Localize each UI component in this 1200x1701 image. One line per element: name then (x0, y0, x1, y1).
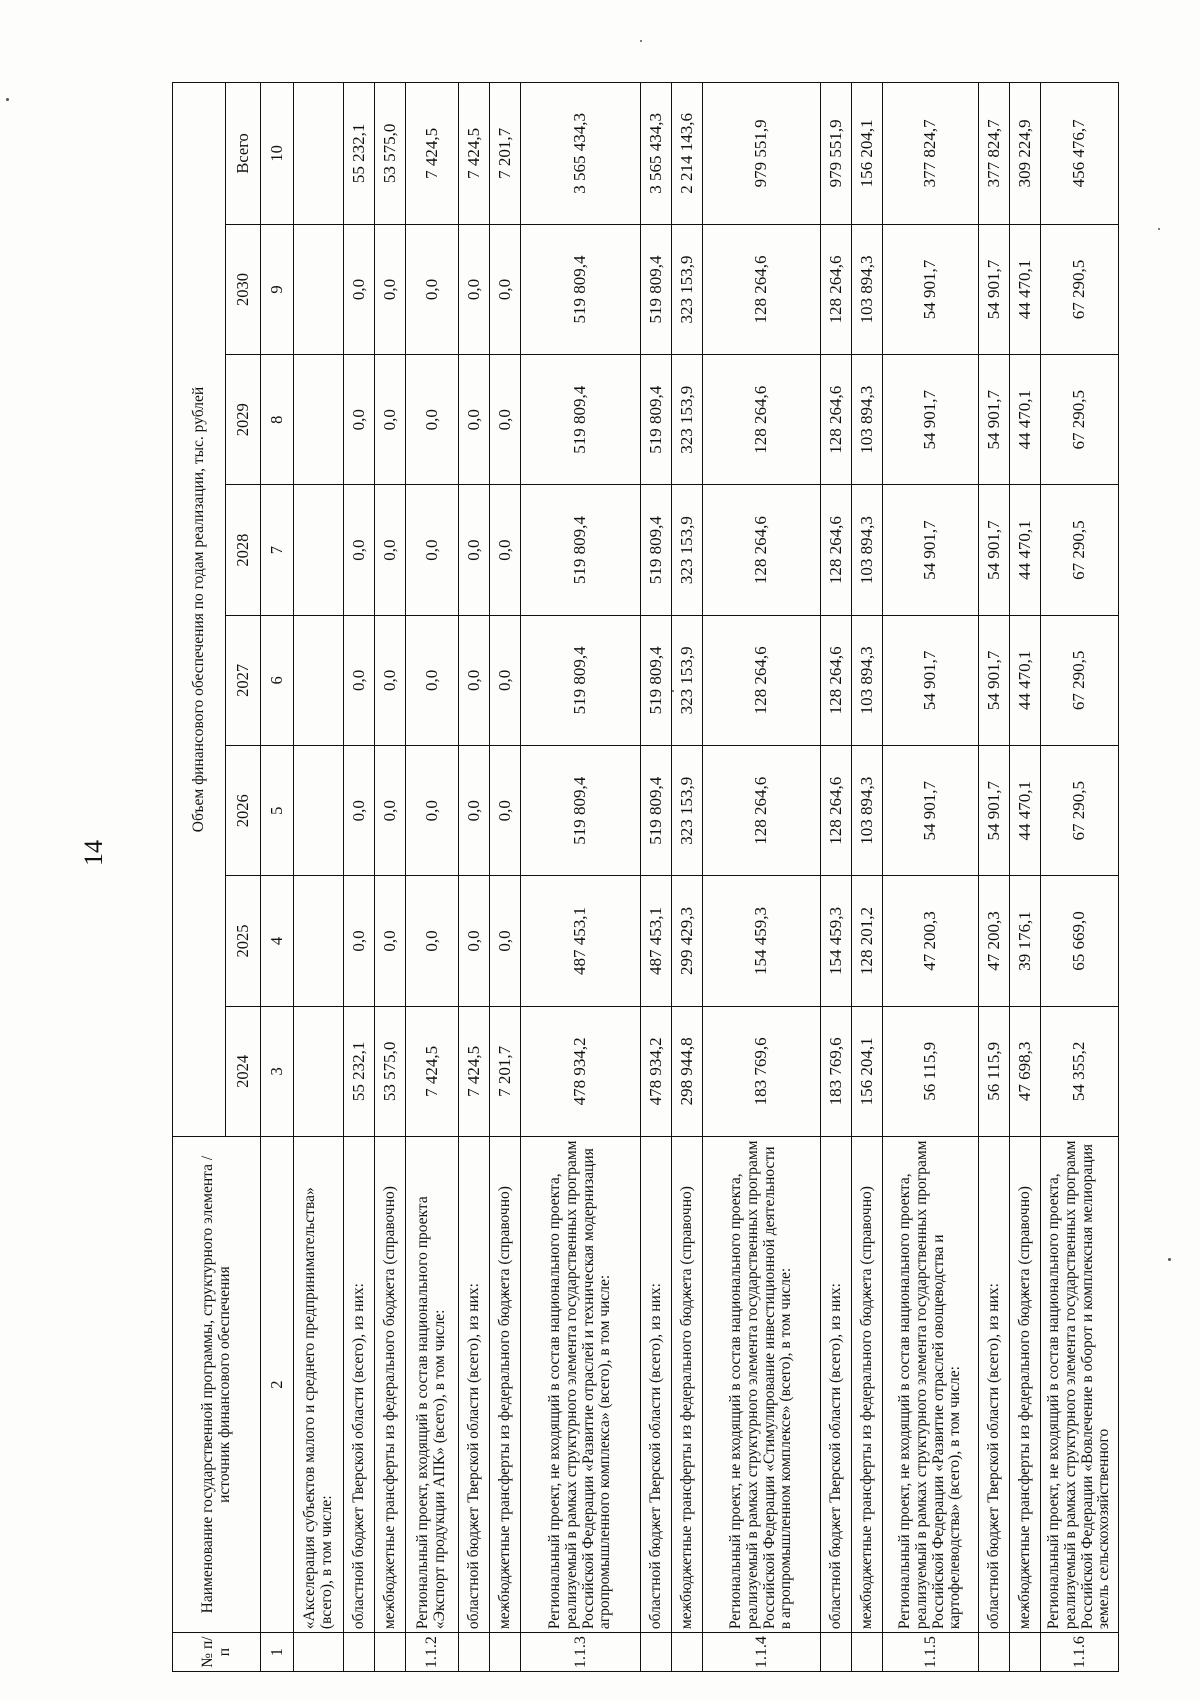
scan-speck (1168, 1258, 1171, 1261)
row-number (459, 1633, 490, 1672)
row-value: 156 204,1 (852, 1006, 883, 1136)
row-value: 54 901,7 (883, 355, 979, 485)
row-total: 7 201,7 (490, 83, 521, 225)
row-value: 519 809,4 (521, 615, 641, 745)
row-total: 156 204,1 (852, 83, 883, 225)
row-value: 54 901,7 (979, 485, 1010, 615)
row-value: 519 809,4 (641, 224, 672, 354)
row-number: 1.1.3 (521, 1633, 641, 1672)
row-value: 0,0 (406, 355, 459, 485)
table-row (406, 83, 459, 1672)
row-total: 377 824,7 (979, 83, 1010, 225)
row-total (294, 83, 344, 225)
row-name: Региональный проект, не входящий в состав национального проекта, реализуемый в рамках структурного элемента государственных программ Российской Федерации «Стимулирование инвестиционной деятельности в агропромышленном комплексе» (всего), в том числе: (703, 1137, 821, 1633)
row-value: 0,0 (490, 615, 521, 745)
table-row (672, 83, 703, 1672)
header-volume: Объем финансового обеспечения по годам реализации, тыс. рублей (173, 83, 226, 1137)
row-value: 519 809,4 (641, 615, 672, 745)
table-row (883, 83, 979, 1672)
row-value: 0,0 (490, 876, 521, 1006)
row-value: 519 809,4 (641, 485, 672, 615)
row-value: 154 459,3 (703, 876, 821, 1006)
row-value (294, 485, 344, 615)
row-name: межбюджетные трансферты из федерального бюджета (справочно) (852, 1137, 883, 1633)
table-row (821, 83, 852, 1672)
row-value (294, 746, 344, 876)
row-value: 519 809,4 (521, 224, 641, 354)
row-value: 103 894,3 (852, 485, 883, 615)
row-number (821, 1633, 852, 1672)
row-value: 44 470,1 (1010, 224, 1041, 354)
row-value: 0,0 (406, 615, 459, 745)
row-value: 47 200,3 (979, 876, 1010, 1006)
row-value: 0,0 (406, 746, 459, 876)
row-name: Региональный проект, не входящий в состав национального проекта, реализуемый в рамках структурного элемента государственных программ Российской Федерации «Развитие отраслей овощеводства и картофелеводства» (всего), в том числе: (883, 1137, 979, 1633)
row-value: 128 264,6 (821, 615, 852, 745)
row-value: 183 769,6 (821, 1006, 852, 1136)
row-value: 0,0 (344, 615, 375, 745)
row-name: межбюджетные трансферты из федерального бюджета (справочно) (375, 1137, 406, 1633)
row-value: 103 894,3 (852, 355, 883, 485)
row-value: 67 290,5 (1041, 355, 1119, 485)
row-name: Региональный проект, входящий в состав национального проекта «Экспорт продукции АПК» (всего), в том числе: (406, 1137, 459, 1633)
row-value: 0,0 (490, 355, 521, 485)
row-value: 7 201,7 (490, 1006, 521, 1136)
header-year: 2026 (226, 746, 261, 876)
row-value (294, 876, 344, 1006)
row-value: 56 115,9 (979, 1006, 1010, 1136)
row-value: 0,0 (490, 746, 521, 876)
header-year: 2025 (226, 876, 261, 1006)
row-total: 3 565 434,3 (521, 83, 641, 225)
header-year: 2028 (226, 485, 261, 615)
row-value: 67 290,5 (1041, 485, 1119, 615)
row-value: 0,0 (459, 224, 490, 354)
row-value: 103 894,3 (852, 224, 883, 354)
header-year: 2030 (226, 224, 261, 354)
row-value: 299 429,3 (672, 876, 703, 1006)
row-value: 54 901,7 (979, 746, 1010, 876)
table-row (294, 83, 344, 1672)
table-row (852, 83, 883, 1672)
table-row (1010, 83, 1041, 1672)
row-number (641, 1633, 672, 1672)
row-value: 54 901,7 (883, 746, 979, 876)
row-total: 979 551,9 (703, 83, 821, 225)
row-value: 103 894,3 (852, 615, 883, 745)
row-number: 1.1.6 (1041, 1633, 1119, 1672)
row-name: областной бюджет Тверской области (всего), из них: (979, 1137, 1010, 1633)
row-number (852, 1633, 883, 1672)
row-value: 323 153,9 (672, 746, 703, 876)
row-value: 128 201,2 (852, 876, 883, 1006)
row-value: 298 944,8 (672, 1006, 703, 1136)
row-value: 519 809,4 (641, 746, 672, 876)
header-index: 5 (261, 746, 294, 876)
row-value: 0,0 (459, 355, 490, 485)
row-value: 7 424,5 (406, 1006, 459, 1136)
row-value: 0,0 (406, 485, 459, 615)
row-value: 0,0 (490, 485, 521, 615)
row-total: 7 424,5 (406, 83, 459, 225)
row-value: 0,0 (375, 876, 406, 1006)
row-value: 67 290,5 (1041, 615, 1119, 745)
row-number (979, 1633, 1010, 1672)
row-value (294, 355, 344, 485)
row-number: 1.1.2 (406, 1633, 459, 1672)
row-value: 0,0 (344, 355, 375, 485)
header-year: 2027 (226, 615, 261, 745)
row-value: 0,0 (344, 224, 375, 354)
header-name: Наименование государственной программы, структурного элемента / источник финансового обеспечения (173, 1137, 261, 1633)
row-value: 0,0 (344, 485, 375, 615)
row-value: 54 901,7 (883, 224, 979, 354)
row-name: «Акселерация субъектов малого и среднего предпринимательства» (всего), в том числе: (294, 1137, 344, 1633)
row-value: 128 264,6 (703, 224, 821, 354)
page-number: 14 (79, 840, 108, 866)
row-value: 39 176,1 (1010, 876, 1041, 1006)
row-total: 979 551,9 (821, 83, 852, 225)
row-value: 44 470,1 (1010, 485, 1041, 615)
table-row (375, 83, 406, 1672)
row-value (294, 1006, 344, 1136)
row-name: межбюджетные трансферты из федерального бюджета (справочно) (1010, 1137, 1041, 1633)
row-number (375, 1633, 406, 1672)
row-value: 0,0 (344, 876, 375, 1006)
row-value: 128 264,6 (821, 485, 852, 615)
row-value: 0,0 (459, 485, 490, 615)
row-value: 128 264,6 (703, 746, 821, 876)
row-total: 3 565 434,3 (641, 83, 672, 225)
scan-speck (1158, 228, 1160, 230)
row-number: 1.1.4 (703, 1633, 821, 1672)
row-value: 323 153,9 (672, 615, 703, 745)
table-body (294, 83, 1119, 1672)
row-name: областной бюджет Тверской области (всего), из них: (344, 1137, 375, 1633)
row-value: 0,0 (375, 355, 406, 485)
row-number (1010, 1633, 1041, 1672)
row-value: 0,0 (344, 746, 375, 876)
row-value: 44 470,1 (1010, 355, 1041, 485)
row-value: 103 894,3 (852, 746, 883, 876)
scan-speck (6, 98, 9, 101)
row-value: 154 459,3 (821, 876, 852, 1006)
row-name: областной бюджет Тверской области (всего), из них: (641, 1137, 672, 1633)
table-row (703, 83, 821, 1672)
row-value: 54 901,7 (979, 615, 1010, 745)
row-total: 456 476,7 (1041, 83, 1119, 225)
row-total: 2 214 143,6 (672, 83, 703, 225)
header-index: 10 (261, 83, 294, 225)
row-value: 487 453,1 (521, 876, 641, 1006)
row-value: 54 901,7 (979, 224, 1010, 354)
row-value: 128 264,6 (703, 615, 821, 745)
row-value: 47 200,3 (883, 876, 979, 1006)
row-value (294, 224, 344, 354)
row-value: 487 453,1 (641, 876, 672, 1006)
row-value: 323 153,9 (672, 224, 703, 354)
row-value: 128 264,6 (821, 355, 852, 485)
header-index: 4 (261, 876, 294, 1006)
row-value: 65 669,0 (1041, 876, 1119, 1006)
row-value: 519 809,4 (641, 355, 672, 485)
row-value: 128 264,6 (703, 485, 821, 615)
row-value: 0,0 (459, 615, 490, 745)
row-value: 0,0 (459, 876, 490, 1006)
header-index: 7 (261, 485, 294, 615)
header-year: 2029 (226, 355, 261, 485)
row-value: 0,0 (375, 615, 406, 745)
row-value: 53 575,0 (375, 1006, 406, 1136)
header-index: 3 (261, 1006, 294, 1136)
header-index: 6 (261, 615, 294, 745)
table-row (459, 83, 490, 1672)
row-value: 55 232,1 (344, 1006, 375, 1136)
row-name: Региональный проект, не входящий в состав национального проекта, реализуемый в рамках структурного элемента государственных программ Российской Федерации «Развитие отраслей и техническая модернизация агропромышленного комплекса» (всего), в том числе: (521, 1137, 641, 1633)
row-value: 128 264,6 (821, 224, 852, 354)
row-value: 54 901,7 (883, 485, 979, 615)
row-value: 0,0 (406, 224, 459, 354)
table-row (344, 83, 375, 1672)
row-value: 0,0 (490, 224, 521, 354)
table-row (979, 83, 1010, 1672)
header-index: 9 (261, 224, 294, 354)
header-num: № п/п (173, 1633, 261, 1672)
row-total: 53 575,0 (375, 83, 406, 225)
row-total: 377 824,7 (883, 83, 979, 225)
row-name: областной бюджет Тверской области (всего), из них: (459, 1137, 490, 1633)
row-value: 0,0 (375, 485, 406, 615)
row-total: 7 424,5 (459, 83, 490, 225)
row-value: 128 264,6 (821, 746, 852, 876)
row-value: 44 470,1 (1010, 746, 1041, 876)
row-number (672, 1633, 703, 1672)
table-row (641, 83, 672, 1672)
row-value: 54 901,7 (979, 355, 1010, 485)
row-total: 55 232,1 (344, 83, 375, 225)
row-number (344, 1633, 375, 1672)
row-value: 128 264,6 (703, 355, 821, 485)
row-value: 519 809,4 (521, 485, 641, 615)
row-value: 519 809,4 (521, 355, 641, 485)
row-value: 54 355,2 (1041, 1006, 1119, 1136)
row-value: 478 934,2 (521, 1006, 641, 1136)
row-value (294, 615, 344, 745)
row-total: 309 224,9 (1010, 83, 1041, 225)
row-value: 478 934,2 (641, 1006, 672, 1136)
row-value: 7 424,5 (459, 1006, 490, 1136)
row-value: 519 809,4 (521, 746, 641, 876)
header-index: 8 (261, 355, 294, 485)
header-total: Всего (226, 83, 261, 225)
row-value: 323 153,9 (672, 355, 703, 485)
row-value: 67 290,5 (1041, 224, 1119, 354)
row-number: 1.1.5 (883, 1633, 979, 1672)
table-row (521, 83, 641, 1672)
scan-speck (640, 40, 642, 42)
row-number (294, 1633, 344, 1672)
row-value: 0,0 (375, 746, 406, 876)
financing-table (172, 82, 1119, 1672)
rotated-table-container (172, 82, 1127, 1672)
row-value: 47 698,3 (1010, 1006, 1041, 1136)
header-year: 2024 (226, 1006, 261, 1136)
row-name: межбюджетные трансферты из федерального бюджета (справочно) (490, 1137, 521, 1633)
table-row (1041, 83, 1119, 1672)
row-number (490, 1633, 521, 1672)
row-value: 67 290,5 (1041, 746, 1119, 876)
row-value: 323 153,9 (672, 485, 703, 615)
row-value: 0,0 (459, 746, 490, 876)
row-value: 56 115,9 (883, 1006, 979, 1136)
row-value: 183 769,6 (703, 1006, 821, 1136)
row-value: 0,0 (406, 876, 459, 1006)
row-name: областной бюджет Тверской области (всего), из них: (821, 1137, 852, 1633)
row-name: межбюджетные трансферты из федерального бюджета (справочно) (672, 1137, 703, 1633)
header-index: 2 (261, 1137, 294, 1633)
row-value: 54 901,7 (883, 615, 979, 745)
table-row (490, 83, 521, 1672)
row-name: Региональный проект, не входящий в состав национального проекта, реализуемый в рамках структурного элемента государственных программ Российской Федерации «Вовлечение в оборот и комплексная мелиорация земель сельскохозяйственного (1041, 1137, 1119, 1633)
row-value: 0,0 (375, 224, 406, 354)
row-value: 44 470,1 (1010, 615, 1041, 745)
header-index: 1 (261, 1633, 294, 1672)
